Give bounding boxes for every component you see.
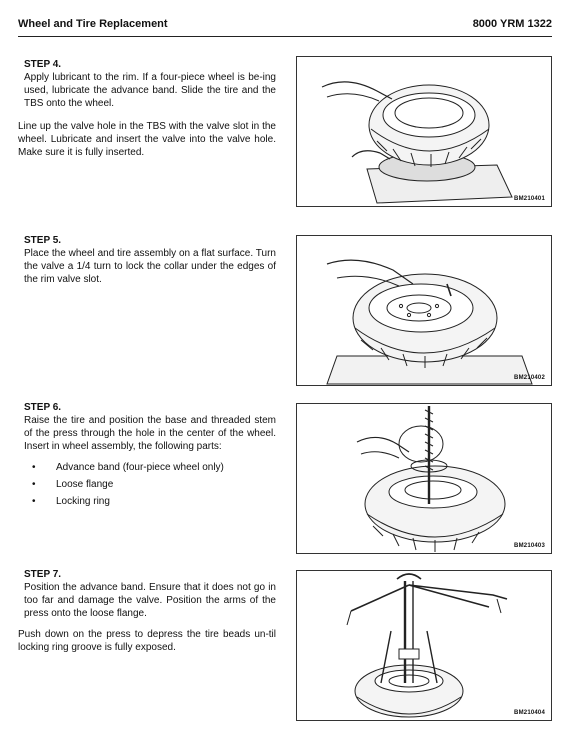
step-7-instruction: Position the advance band. Ensure that it does not go in too far and damage the valve. Position the arms of the press onto the loose flange. — [24, 582, 276, 619]
step-4-text-block — [18, 58, 276, 110]
press-stem-insertion-illustration — [297, 404, 552, 554]
step-7-extra-text: Push down on the press to depress the tire beads un-til locking ring groove is fully exposed. — [18, 629, 276, 653]
step-4-extra-text: Line up the valve hole in the TBS with the valve slot in the wheel. Lubricate and insert the valve into the valve hole. Make sure it is fully inserted. — [18, 121, 276, 158]
step-7-title: STEP 7. — [24, 569, 62, 580]
step-7-text-block — [18, 568, 276, 620]
step-4-instruction: Apply lubricant to the rim. If a four-piece wheel is be-ing used, lubricate the advance band. Slide the tire and the TBS onto the wheel. — [24, 72, 276, 109]
figure-step-5 — [296, 235, 552, 386]
figure-code: BM210404 — [514, 710, 545, 716]
page-header — [18, 18, 552, 34]
valve-turn-illustration — [297, 236, 552, 386]
parts-list — [18, 461, 276, 508]
list-item: • Loose flange — [32, 479, 114, 490]
figure-code: BM210403 — [514, 543, 545, 549]
step-5-instruction: Place the wheel and tire assembly on a flat surface. Turn the valve a 1/4 turn to lock the collar under the edges of the rim valve slot. — [24, 248, 276, 285]
step-6-instruction: Raise the tire and position the base and threaded stem of the press through the hole in the center of the wheel. Insert in wheel assembly, the following parts: — [24, 415, 276, 452]
figure-code: BM210402 — [514, 375, 545, 381]
tire-on-stand-illustration — [297, 57, 552, 207]
press-arms-illustration — [297, 571, 552, 721]
step-5-text-block — [18, 234, 276, 286]
step-6-text-block — [18, 401, 276, 512]
section-title: Wheel and Tire Replacement — [18, 18, 168, 30]
step-6-title: STEP 6. — [24, 402, 62, 413]
figure-code: BM210401 — [514, 196, 545, 202]
list-item: • Advance band (four-piece wheel only) — [32, 462, 224, 473]
figure-step-4 — [296, 56, 552, 207]
header-rule — [18, 36, 552, 37]
step-4-title: STEP 4. — [24, 59, 62, 70]
list-item: • Locking ring — [32, 496, 110, 507]
figure-step-6 — [296, 403, 552, 554]
figure-step-7 — [296, 570, 552, 721]
step-5-title: STEP 5. — [24, 235, 62, 246]
document-number: 8000 YRM 1322 — [472, 18, 552, 30]
